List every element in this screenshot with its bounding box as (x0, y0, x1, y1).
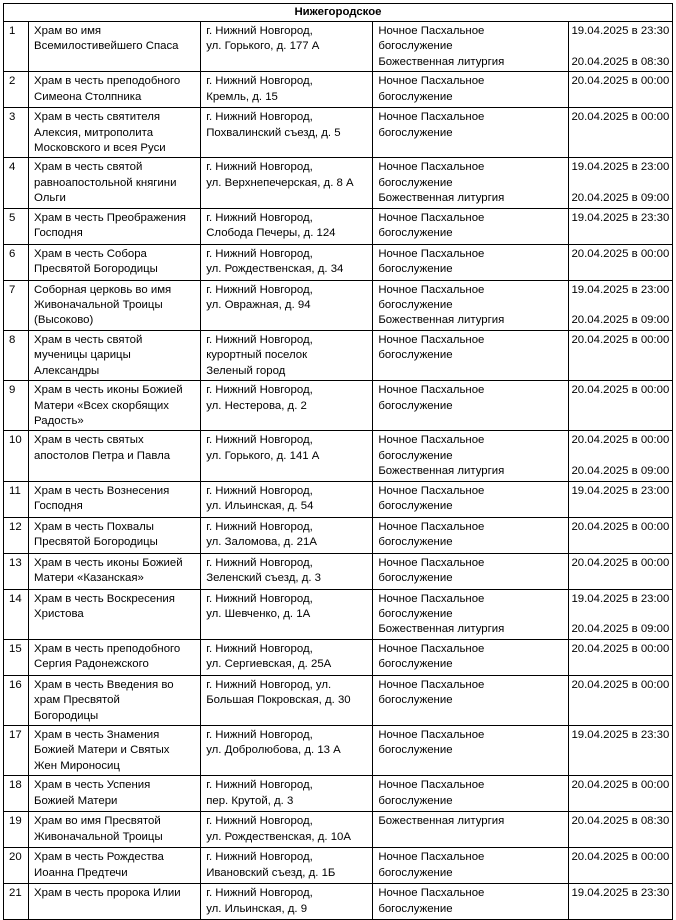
church-name (29, 517, 201, 553)
church-address-line: г. Нижний Новгород, ул. (206, 678, 332, 691)
table-row (4, 884, 673, 920)
table-title-row (4, 4, 673, 22)
church-address (201, 72, 373, 108)
row-number: 19 (4, 812, 29, 848)
church-address (201, 108, 373, 158)
service-type-line: богослужение (378, 658, 453, 671)
table-title: Нижегородское (4, 4, 673, 22)
church-name-line: Храм в честь иконы Божией (34, 384, 183, 397)
service-type-line: богослужение (378, 535, 453, 548)
service-type (373, 244, 569, 280)
service-time (569, 481, 673, 517)
church-name (29, 589, 201, 639)
church-address-line: г. Нижний Новгород, (206, 592, 313, 605)
service-type-line: Ночное Пасхальное (378, 161, 485, 174)
service-time-line: 20.04.2025 в 00:00 (571, 678, 670, 691)
service-type-line: Ночное Пасхальное (378, 728, 485, 741)
table-row (4, 553, 673, 589)
table-row (4, 72, 673, 108)
church-name-line: Храм в честь Знамения (34, 728, 160, 741)
service-type-line: Божественная литургия (378, 192, 505, 205)
service-type (373, 381, 569, 431)
service-time (569, 330, 673, 380)
service-time (569, 812, 673, 848)
service-type (373, 776, 569, 812)
service-time-line: 19.04.2025 в 23:00 (571, 283, 670, 296)
church-name-line: Храм в честь Воскресения (34, 592, 175, 605)
church-address-line: ул. Овражная, д. 94 (206, 299, 311, 312)
service-time-line (571, 39, 669, 54)
service-type-line: богослужение (378, 40, 453, 53)
church-name-line: Храм в честь святой (34, 333, 143, 346)
church-name-line: Храм в честь святителя (34, 111, 161, 124)
church-name (29, 72, 201, 108)
church-name-line: Божией Матери (34, 794, 118, 807)
church-address (201, 280, 373, 330)
church-name-line: мученицы царицы (34, 349, 131, 362)
service-time-line: 20.04.2025 в 08:30 (571, 815, 670, 828)
church-name-line: Господня (34, 227, 83, 240)
church-address-line: г. Нижний Новгород, (206, 520, 313, 533)
church-address-line: г. Нижний Новгород, (206, 434, 313, 447)
church-address-line: г. Нижний Новгород, (206, 247, 313, 260)
church-name-line: Храм в честь святых (34, 434, 144, 447)
church-address-line: г. Нижний Новгород, (206, 887, 313, 900)
church-name-line: Храм в честь иконы Божией (34, 556, 183, 569)
church-name-line: Соборная церковь во имя (34, 283, 172, 296)
row-number: 11 (4, 481, 29, 517)
church-address (201, 517, 373, 553)
church-name-line: равноапостольной княгини (34, 176, 177, 189)
church-address (201, 22, 373, 72)
service-time-line: 19.04.2025 в 23:30 (571, 728, 670, 741)
row-number: 1 (4, 22, 29, 72)
service-time (569, 381, 673, 431)
church-address-line: г. Нижний Новгород, (206, 851, 313, 864)
church-name (29, 22, 201, 72)
church-address (201, 158, 373, 208)
church-name-line: Живоначальной Троицы (34, 299, 163, 312)
church-name (29, 431, 201, 481)
row-number: 12 (4, 517, 29, 553)
service-type (373, 675, 569, 725)
church-address-line: г. Нижний Новгород, (206, 161, 313, 174)
church-name (29, 675, 201, 725)
service-type-line: Ночное Пасхальное (378, 520, 485, 533)
row-number: 15 (4, 639, 29, 675)
service-type (373, 725, 569, 775)
service-time (569, 639, 673, 675)
church-name-line: Матери «Казанская» (34, 571, 144, 584)
church-address (201, 675, 373, 725)
church-name (29, 639, 201, 675)
church-address (201, 208, 373, 244)
church-name-line: Радость» (34, 414, 84, 427)
service-time-line: 20.04.2025 в 00:00 (571, 75, 670, 88)
church-name-line: (Высоково) (34, 314, 94, 327)
service-type (373, 72, 569, 108)
table-row (4, 848, 673, 884)
church-address-line: ул. Добролюбова, д. 13 А (206, 744, 341, 757)
service-type (373, 280, 569, 330)
service-type-line: Ночное Пасхальное (378, 592, 485, 605)
church-address-line: Слобода Печеры, д. 124 (206, 227, 336, 240)
church-address-line: пер. Крутой, д. 3 (206, 794, 294, 807)
church-address-line: ул. Сергиевская, д. 25А (206, 658, 332, 671)
service-type-line: богослужение (378, 449, 453, 462)
row-number: 17 (4, 725, 29, 775)
row-number: 6 (4, 244, 29, 280)
service-type-line: Ночное Пасхальное (378, 556, 485, 569)
row-number: 14 (4, 589, 29, 639)
church-address-line: ул. Горького, д. 177 А (206, 40, 320, 53)
service-time (569, 884, 673, 920)
church-name (29, 280, 201, 330)
table-row (4, 330, 673, 380)
church-address (201, 330, 373, 380)
church-address (201, 884, 373, 920)
church-name-line: Храм во имя (34, 25, 102, 37)
church-name-line: Всемилостивейшего Спаса (34, 40, 179, 53)
service-type (373, 812, 569, 848)
service-type-line: Ночное Пасхальное (378, 384, 485, 397)
service-type-line: богослужение (378, 227, 453, 240)
church-address-line: г. Нижний Новгород, (206, 111, 313, 124)
service-time (569, 72, 673, 108)
row-number: 21 (4, 884, 29, 920)
church-address-line: г. Нижний Новгород, (206, 779, 313, 792)
church-address-line: ул. Шевченко, д. 1А (206, 607, 311, 620)
church-address-line: г. Нижний Новгород, (206, 211, 313, 224)
church-name (29, 330, 201, 380)
church-address-line: г. Нижний Новгород, (206, 815, 313, 828)
service-time (569, 725, 673, 775)
row-number: 4 (4, 158, 29, 208)
church-name-line: Пресвятой Богородицы (34, 535, 158, 548)
church-address-line: г. Нижний Новгород, (206, 484, 313, 497)
church-address (201, 381, 373, 431)
church-address (201, 848, 373, 884)
service-time-line: 19.04.2025 в 23:00 (571, 484, 670, 497)
service-time-line: 20.04.2025 в 00:00 (571, 247, 670, 260)
table-row (4, 639, 673, 675)
service-time-line: 20.04.2025 в 09:00 (571, 192, 670, 205)
table-row (4, 244, 673, 280)
service-time-line: 20.04.2025 в 09:00 (571, 314, 670, 327)
row-number: 2 (4, 72, 29, 108)
service-time (569, 431, 673, 481)
church-address-line: ул. Горького, д. 141 А (206, 449, 320, 462)
table-row (4, 481, 673, 517)
church-name-line: Храм в честь преподобного (34, 75, 181, 88)
row-number: 8 (4, 330, 29, 380)
row-number: 18 (4, 776, 29, 812)
church-name-line: Храм в честь Собора (34, 247, 147, 260)
service-type-line: богослужение (378, 607, 453, 620)
church-name-line: Божией Матери и Святых (34, 744, 170, 757)
service-type-line: Ночное Пасхальное (378, 678, 485, 691)
table-row (4, 381, 673, 431)
service-type (373, 517, 569, 553)
row-number: 9 (4, 381, 29, 431)
service-time (569, 108, 673, 158)
church-name-line: Господня (34, 499, 83, 512)
service-time-line: 20.04.2025 в 00:00 (571, 556, 670, 569)
church-name-line: Симеона Столпника (34, 90, 142, 103)
table-row (4, 725, 673, 775)
service-type (373, 589, 569, 639)
church-name-line: Храм в честь преподобного (34, 642, 181, 655)
service-time-line: 20.04.2025 в 00:00 (571, 111, 670, 124)
church-address (201, 431, 373, 481)
service-type-line: Ночное Пасхальное (378, 25, 485, 37)
church-address-line: г. Нижний Новгород, (206, 283, 313, 296)
service-type-line: Ночное Пасхальное (378, 111, 485, 124)
church-address-line: курортный поселок (206, 349, 308, 362)
service-type-line: Ночное Пасхальное (378, 211, 485, 224)
service-time (569, 158, 673, 208)
church-address-line: г. Нижний Новгород, (206, 728, 313, 741)
services-table (3, 3, 673, 920)
church-address-line: г. Нижний Новгород, (206, 556, 313, 569)
service-type-line: богослужение (378, 571, 453, 584)
service-type-line: богослужение (378, 499, 453, 512)
service-type-line: богослужение (378, 694, 453, 707)
service-time (569, 675, 673, 725)
church-name-line: Храм в честь святой (34, 161, 143, 174)
table-row (4, 812, 673, 848)
church-name (29, 208, 201, 244)
church-name-line: Сергия Радонежского (34, 658, 149, 671)
service-time-line: 20.04.2025 в 00:00 (571, 333, 670, 346)
church-address (201, 481, 373, 517)
church-address (201, 553, 373, 589)
service-type-line: богослужение (378, 866, 453, 879)
church-name (29, 381, 201, 431)
church-address-line: Кремль, д. 15 (206, 90, 278, 103)
service-type (373, 22, 569, 72)
church-address (201, 639, 373, 675)
church-name-line: храм Пресвятой (34, 694, 120, 707)
service-type-line: Ночное Пасхальное (378, 247, 485, 260)
service-type-line: Ночное Пасхальное (378, 779, 485, 792)
service-type-line: Божественная литургия (378, 465, 505, 478)
church-name-line: Московского и всея Руси (34, 142, 166, 155)
table-row (4, 675, 673, 725)
church-address-line: г. Нижний Новгород, (206, 75, 313, 88)
church-name-line: Богородицы (34, 709, 99, 722)
service-type-line: Ночное Пасхальное (378, 851, 485, 864)
service-time-line: 20.04.2025 в 09:00 (571, 465, 670, 478)
church-name-line: Храм в честь Рождества (34, 851, 164, 864)
service-time-line: 19.04.2025 в 23:00 (571, 592, 670, 605)
church-name (29, 108, 201, 158)
table-row (4, 22, 673, 72)
service-time (569, 553, 673, 589)
church-address-line: Большая Покровская, д. 30 (206, 694, 351, 707)
table-row (4, 208, 673, 244)
service-type (373, 553, 569, 589)
service-time-line: 20.04.2025 в 08:30 (571, 55, 670, 68)
church-name-line: Иоанна Предтечи (34, 866, 128, 879)
church-name-line: Алексия, митрополита (34, 126, 154, 139)
service-type-line: Ночное Пасхальное (378, 75, 485, 88)
church-name-line: Александры (34, 364, 100, 377)
church-address-line: г. Нижний Новгород, (206, 333, 313, 346)
service-type-line: богослужение (378, 176, 453, 189)
table-row (4, 776, 673, 812)
church-name (29, 158, 201, 208)
service-time-line (571, 176, 669, 191)
church-name-line: Пресвятой Богородицы (34, 263, 158, 276)
service-type (373, 108, 569, 158)
church-name (29, 812, 201, 848)
church-address-line: Похвалинский съезд, д. 5 (206, 126, 341, 139)
service-type-line: богослужение (378, 349, 453, 362)
row-number: 5 (4, 208, 29, 244)
service-time-line: 20.04.2025 в 00:00 (571, 779, 670, 792)
service-time (569, 22, 673, 72)
church-name (29, 884, 201, 920)
service-type-line: богослужение (378, 126, 453, 139)
service-time (569, 280, 673, 330)
service-time-line (571, 449, 669, 464)
service-time (569, 517, 673, 553)
church-name-line: Храм в честь Введения во (34, 678, 174, 691)
service-time-line: 20.04.2025 в 00:00 (571, 384, 670, 397)
church-address (201, 244, 373, 280)
service-type-line: Ночное Пасхальное (378, 484, 485, 497)
service-type-line: Божественная литургия (378, 314, 505, 327)
service-type-line: богослужение (378, 90, 453, 103)
service-time-line: 19.04.2025 в 23:30 (571, 25, 670, 37)
table-row (4, 108, 673, 158)
service-time-line: 19.04.2025 в 23:30 (571, 211, 670, 224)
church-name-line: Христова (34, 607, 84, 620)
church-address-line: ул. Верхнепечерская, д. 8 А (206, 176, 354, 189)
row-number: 13 (4, 553, 29, 589)
church-address-line: г. Нижний Новгород, (206, 642, 313, 655)
church-address-line: Зеленый город (206, 364, 286, 377)
service-type-line: Божественная литургия (378, 815, 505, 828)
church-address-line: г. Нижний Новгород, (206, 384, 313, 397)
church-address (201, 725, 373, 775)
service-time-line: 19.04.2025 в 23:30 (571, 887, 670, 900)
service-type-line: богослужение (378, 744, 453, 757)
table-row (4, 431, 673, 481)
church-address (201, 812, 373, 848)
church-name-line: Храм во имя Пресвятой (34, 815, 161, 828)
table-row (4, 280, 673, 330)
service-time-line: 20.04.2025 в 09:00 (571, 623, 670, 636)
row-number: 16 (4, 675, 29, 725)
service-time-line: 19.04.2025 в 23:00 (571, 161, 670, 174)
service-type (373, 330, 569, 380)
service-time-line (571, 607, 669, 622)
service-type-line: богослужение (378, 263, 453, 276)
church-name-line: Храм в честь Успения (34, 779, 151, 792)
service-time-line: 20.04.2025 в 00:00 (571, 434, 670, 447)
service-type-line: Ночное Пасхальное (378, 887, 485, 900)
church-name-line: Жен Мироносиц (34, 759, 120, 772)
service-type-line: богослужение (378, 902, 453, 915)
service-type-line: Божественная литургия (378, 623, 505, 636)
church-name (29, 553, 201, 589)
service-time (569, 848, 673, 884)
row-number: 7 (4, 280, 29, 330)
church-address-line: г. Нижний Новгород, (206, 25, 313, 37)
row-number: 3 (4, 108, 29, 158)
service-type (373, 884, 569, 920)
church-name (29, 848, 201, 884)
church-address-line: ул. Рождественская, д. 34 (206, 263, 344, 276)
church-name-line: Живоначальной Троицы (34, 830, 163, 843)
church-name (29, 776, 201, 812)
church-name (29, 481, 201, 517)
service-time (569, 589, 673, 639)
church-name (29, 244, 201, 280)
service-time-line: 20.04.2025 в 00:00 (571, 520, 670, 533)
service-time-line: 20.04.2025 в 00:00 (571, 642, 670, 655)
church-address-line: ул. Нестерова, д. 2 (206, 399, 307, 412)
table-body (4, 22, 673, 920)
row-number: 10 (4, 431, 29, 481)
table-row (4, 589, 673, 639)
service-time (569, 244, 673, 280)
service-type-line: богослужение (378, 399, 453, 412)
church-name-line: Храм в честь Преображения (34, 211, 186, 224)
service-type-line: богослужение (378, 794, 453, 807)
service-type (373, 431, 569, 481)
church-name-line: апостолов Петра и Павла (34, 449, 171, 462)
service-type (373, 639, 569, 675)
church-address-line: Зеленский съезд, д. 3 (206, 571, 322, 584)
church-address-line: ул. Ильинская, д. 9 (206, 902, 308, 915)
church-address (201, 776, 373, 812)
church-address-line: Ивановский съезд, д. 1Б (206, 866, 336, 879)
church-name-line: Ольги (34, 192, 66, 205)
church-name-line: Храм в честь Вознесения (34, 484, 170, 497)
service-type (373, 481, 569, 517)
church-name-line: Матери «Всех скорбящих (34, 399, 169, 412)
service-time-line (571, 298, 669, 313)
service-type-line: Ночное Пасхальное (378, 434, 485, 447)
row-number: 20 (4, 848, 29, 884)
church-address-line: ул. Заломова, д. 21А (206, 535, 317, 548)
service-type (373, 848, 569, 884)
service-time (569, 208, 673, 244)
service-type (373, 158, 569, 208)
table-row (4, 158, 673, 208)
service-type-line: богослужение (378, 299, 453, 312)
church-name (29, 725, 201, 775)
church-name-line: Храм в честь пророка Илии (34, 887, 181, 900)
service-time (569, 776, 673, 812)
table-row (4, 517, 673, 553)
service-type-line: Ночное Пасхальное (378, 283, 485, 296)
church-address (201, 589, 373, 639)
church-address-line: ул. Ильинская, д. 54 (206, 499, 314, 512)
service-type-line: Ночное Пасхальное (378, 333, 485, 346)
church-name-line: Храм в честь Похвалы (34, 520, 154, 533)
service-time-line: 20.04.2025 в 00:00 (571, 851, 670, 864)
service-type-line: Ночное Пасхальное (378, 642, 485, 655)
church-address-line: ул. Рождественская, д. 10А (206, 830, 351, 843)
service-type-line: Божественная литургия (378, 55, 505, 68)
service-type (373, 208, 569, 244)
